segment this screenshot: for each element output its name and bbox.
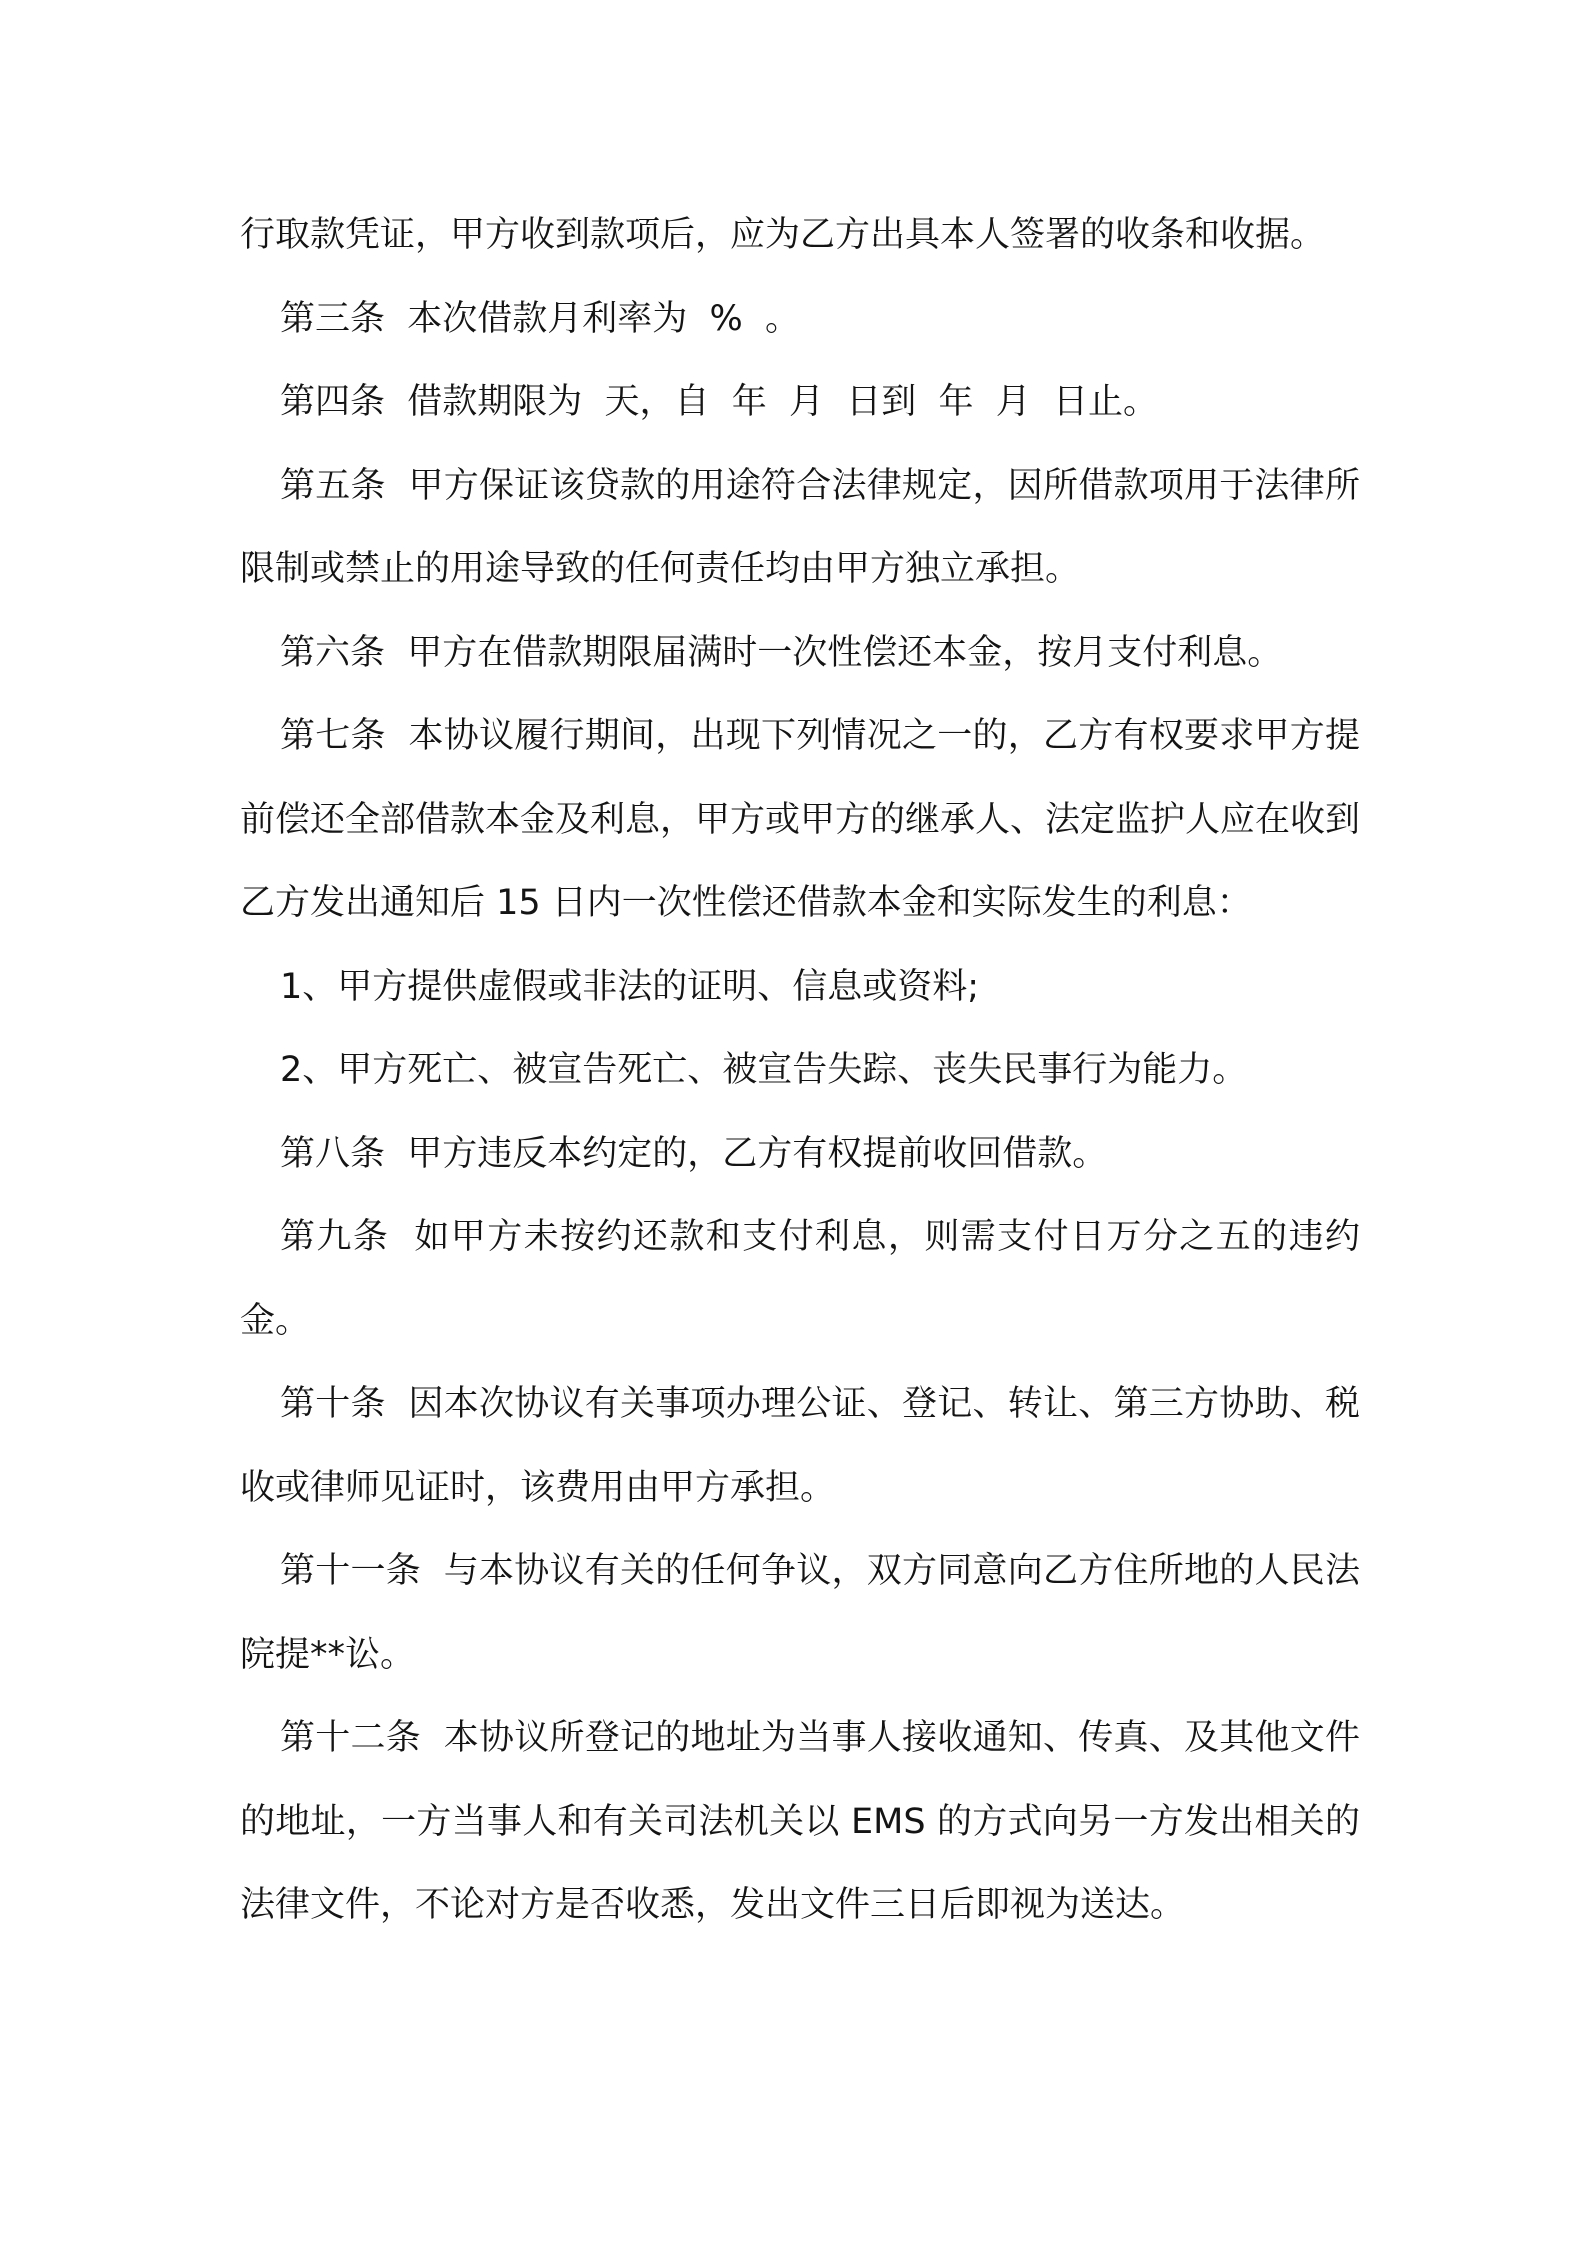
article-7-item-2: 2、甲方死亡、被宣告死亡、被宣告失踪、丧失民事行为能力。 xyxy=(280,1050,1248,1090)
article-7: 第七条 本协议履行期间，出现下列情况之一的，乙方有权要求甲方提前偿还全部借款本金及利息，甲方或甲方的继承人、法定监护人应在收到乙方发出通知后 15 日内一次性偿还借款本金和实际发生的利息： xyxy=(240,716,1361,923)
article-12: 第十二条 本协议所登记的地址为当事人接收通知、传真、及其他文件的地址，一方当事人和有关司法机关以 EMS 的方式向另一方发出相关的法律文件，不论对方是否收悉，发出文件三日后即视为送达。 xyxy=(240,1718,1360,1925)
article-5: 第五条 甲方保证该贷款的用途符合法律规定，因所借款项用于法律所限制或禁止的用途导致的任何责任均由甲方独立承担。 xyxy=(240,465,1360,589)
article-8: 第八条 甲方违反本约定的，乙方有权提前收回借款。 xyxy=(280,1133,1108,1174)
article-9: 第九条 如甲方未按约还款和支付利息，则需支付日万分之五的违约金。 xyxy=(240,1217,1360,1341)
document-body xyxy=(240,194,1360,1948)
article-10: 第十条 因本次协议有关事项办理公证、登记、转让、第三方协助、税收或律师见证时，该费用由甲方承担。 xyxy=(240,1384,1360,1508)
article-7-item-1: 1、甲方提供虚假或非法的证明、信息或资料; xyxy=(280,966,980,1007)
article-6: 第六条 甲方在借款期限届满时一次性偿还本金，按月支付利息。 xyxy=(280,632,1283,673)
article-3: 第三条 本次借款月利率为 % 。 xyxy=(280,298,801,339)
article-11: 第十一条 与本协议有关的任何争议，双方同意向乙方住所地的人民法院提**讼。 xyxy=(240,1551,1360,1675)
paragraph-continuation: 行取款凭证，甲方收到款项后，应为乙方出具本人签署的收条和收据。 xyxy=(240,215,1326,255)
article-4: 第四条 借款期限为 天，自 年 月 日到 年 月 日止。 xyxy=(280,382,1159,422)
